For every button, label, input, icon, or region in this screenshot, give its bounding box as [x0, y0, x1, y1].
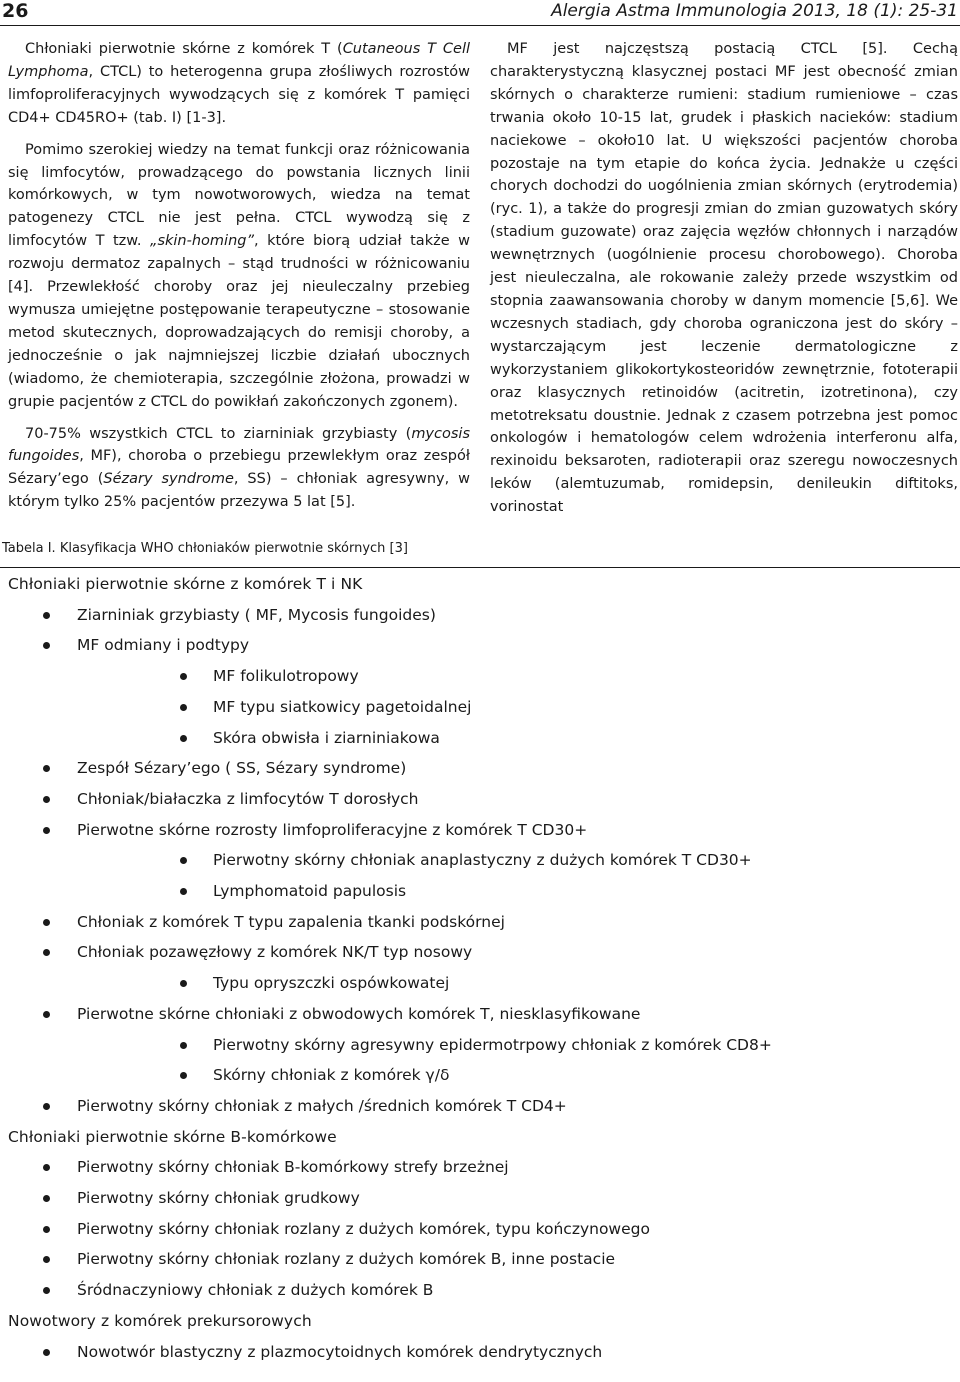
table-row — [0, 1152, 960, 1182]
bullet-icon — [43, 1256, 50, 1263]
table-row-label: Chłoniak z komórek T typu zapalenia tkanki podskórnej — [77, 912, 505, 931]
table-row-label: Skóra obwisła i ziarniniakowa — [213, 728, 440, 747]
right-column — [490, 38, 958, 519]
bullet-icon — [180, 1042, 187, 1049]
table-row — [0, 1337, 960, 1367]
table-row — [0, 692, 960, 722]
table-row — [0, 1030, 960, 1060]
table-row-label: Śródnaczyniowy chłoniak z dużych komórek B — [77, 1281, 434, 1300]
table-row — [0, 753, 960, 783]
bullet-icon — [180, 673, 187, 680]
bullet-icon — [43, 765, 50, 772]
page-number: 26 — [2, 0, 29, 22]
table-row-label: Pierwotny skórny chłoniak z małych /średnich komórek T CD4+ — [77, 1096, 567, 1115]
paragraph-mf-stages: MF jest najczęstszą postacią CTCL [5]. Cechą charakterystyczną klasycznej postaci MF jest obecność zmian skórnych o charakterze rumieni: stadium rumieniowe – czas trwania około 10-15 lat, grudek i płaskich nacieków: stadium naciekowe – około10 lat. U większości pacjentów choroba pozostaje na tym etapie do końca życia. Jednakże u części chorych dochodzi do uogólnienia zmian skórnych (erytrodemia) (ryc. 1), a także do progresji zmian do zmian guzowatych skóry (stadium guzowate) oraz zajęcia węzłów chłonnych i narządów wewnętrznych (uogólnienie procesu chorobowego). Choroba jest nieuleczalna, ale rokowanie zależy przede wszystkim od stopnia zaawansowania choroby w danym momencie [5,6]. We wczesnych stadiach, gdy choroba ograniczona jest do skóry – wystarczającym jest leczenie dermatologiczne z wykorzystaniem glikokortykosteoridów zewnętrznie, fototerapii oraz klasycznych retinoidów (acitretin, izotretinona), czy metotreksatu doustnie. Jednak z czasem potrzebna jest pomoc onkologów i hematologów celem wdrożenia interferonu alfa, rexinoidu beksaroten, radioterapii oraz szeregu nowoczesnych leków (alemtuzumab, romidepsin, denileukin diftitoks, vorinostat — [490, 41, 958, 516]
table-row — [0, 600, 960, 630]
table-row-label: Chłoniak/białaczka z limfocytów T dorosłych — [77, 789, 419, 808]
bullet-icon — [43, 1226, 50, 1233]
bullet-icon — [180, 704, 187, 711]
bullet-icon — [43, 827, 50, 834]
table-row-label: Pierwotne skórne chłoniaki z obwodowych komórek T, niesklasyfikowane — [77, 1004, 641, 1023]
paragraph-mf-ss: 70-75% wszystkich CTCL to ziarniniak grzybiasty (mycosis fungoides, MF), choroba o przebiegu przewlekłym oraz zespół Sézary’ego (Sézary syndrome, SS) – chłoniak agresywny, w którym tylko 25% pacjentów przezywa 5 lat [5]. — [8, 425, 470, 511]
table-row-label: Zespół Sézary’ego ( SS, Sézary syndrome) — [77, 759, 407, 778]
left-column — [8, 38, 470, 514]
table-row-label: Lymphomatoid papulosis — [213, 882, 407, 900]
table-row-label: Nowotwory z komórek prekursorowych — [8, 1311, 312, 1330]
table-caption: Tabela I. Klasyfikacja WHO chłoniaków pierwotnie skórnych [3] — [2, 541, 408, 556]
bullet-icon — [180, 1072, 187, 1079]
table-section-heading — [0, 1306, 960, 1336]
table-row-label: Chłoniak pozawęzłowy z komórek NK/T typ nosowy — [77, 943, 473, 962]
bullet-icon — [43, 796, 50, 803]
table-row — [0, 661, 960, 691]
bullet-icon — [43, 1011, 50, 1018]
table-row-label: Pierwotne skórne rozrosty limfoproliferacyjne z komórek T CD30+ — [77, 820, 588, 839]
table-row-label: MF odmiany i podtypy — [77, 636, 250, 655]
table-row-label: Nowotwór blastyczny z plazmocytoidnych komórek dendrytycznych — [77, 1342, 603, 1361]
table-row — [0, 723, 960, 753]
bullet-icon — [43, 642, 50, 649]
table-row — [0, 1060, 960, 1090]
table-row — [0, 1214, 960, 1244]
table-row-label: Pierwotny skórny chłoniak anaplastyczny z dużych komórek T CD30+ — [213, 851, 752, 870]
bullet-icon — [43, 1103, 50, 1110]
table-row-label: Typu opryszczki ospówkowatej — [213, 974, 450, 993]
table-row-label: Chłoniaki pierwotnie skórne B-komórkowe — [8, 1127, 337, 1146]
table-row — [0, 907, 960, 937]
table-row — [0, 1244, 960, 1274]
table-row — [0, 815, 960, 845]
table-row — [0, 876, 960, 906]
bullet-icon — [43, 919, 50, 926]
bullet-icon — [43, 612, 50, 619]
table-row — [0, 937, 960, 967]
table-row-label: MF folikulotropowy — [213, 667, 359, 686]
table-row-label: Skórny chłoniak z komórek γ/δ — [213, 1066, 450, 1085]
bullet-icon — [43, 1287, 50, 1294]
table-row-label: Pierwotny skórny agresywny epidermotrpowy chłoniak z komórek CD8+ — [213, 1035, 772, 1054]
bullet-icon — [180, 857, 187, 864]
bullet-icon — [43, 949, 50, 956]
table-section-heading — [0, 569, 960, 599]
table-row — [0, 999, 960, 1029]
table-row — [0, 630, 960, 660]
table-row-label: Pierwotny skórny chłoniak rozlany z dużych komórek B, inne postacie — [77, 1250, 616, 1269]
bullet-icon — [43, 1349, 50, 1356]
bullet-icon — [180, 888, 187, 895]
table-row-label: Pierwotny skórny chłoniak rozlany z dużych komórek, typu kończynowego — [77, 1219, 650, 1238]
paragraph-intro: Chłoniaki pierwotnie skórne z komórek T (Cutaneous T Cell Lymphoma, CTCL) to heterogenna grupa złośliwych rozrostów limfoproliferacyjnych wywodzących się z komórek T pamięci CD4+ CD45RO+ (tab. I) [1-3]. — [8, 41, 470, 126]
table-row-label: Pierwotny skórny chłoniak grudkowy — [77, 1189, 360, 1207]
table-row-label: MF typu siatkowicy pagetoidalnej — [213, 697, 472, 716]
table-row — [0, 968, 960, 998]
table-row — [0, 784, 960, 814]
table-row — [0, 1275, 960, 1305]
bullet-icon — [180, 980, 187, 987]
bullet-icon — [43, 1195, 50, 1202]
bullet-icon — [43, 1164, 50, 1171]
table-section-heading — [0, 1122, 960, 1152]
table-row — [0, 1091, 960, 1121]
journal-header: Alergia Astma Immunologia 2013, 18 (1): 25-31 — [551, 1, 958, 21]
bullet-icon — [180, 735, 187, 742]
table-row-label: Pierwotny skórny chłoniak B-komórkowy strefy brzeżnej — [77, 1158, 509, 1177]
table-row — [0, 1183, 960, 1213]
table-top-rule — [0, 567, 960, 568]
table-row — [0, 845, 960, 875]
paragraph-pathogenesis: Pomimo szerokiej wiedzy na temat funkcji oraz różnicowania się limfocytów, prowadzącego do powstania licznych linii komórkowych, w tym nowotworowych, wiedza na temat patogenezy CTCL nie jest pełna. CTCL wywodzą się z limfocytów T tzw. „skin-homing”, które biorą udział także w rozwoju dermatoz zapalnych – stąd trudności w różnicowaniu [4]. Przewlekłość choroby oraz jej nieuleczalny przebieg wymusza umiejętne postępowanie terapeutyczne – stosowanie metod skutecznych, doprowadzających do remisji choroby, a jednocześnie o jak najmniejszej liczbie działań ubocznych (wiadomo, że chemioterapia, szczególnie złożona, prowadzi w grupie pacjentów z CTCL do powikłań zakończonych zgonem). — [8, 141, 470, 410]
table-row-label: Ziarniniak grzybiasty ( MF, Mycosis fungoides) — [77, 605, 436, 624]
table-row-label: Chłoniaki pierwotnie skórne z komórek T i NK — [8, 575, 363, 593]
header-rule — [0, 25, 960, 26]
